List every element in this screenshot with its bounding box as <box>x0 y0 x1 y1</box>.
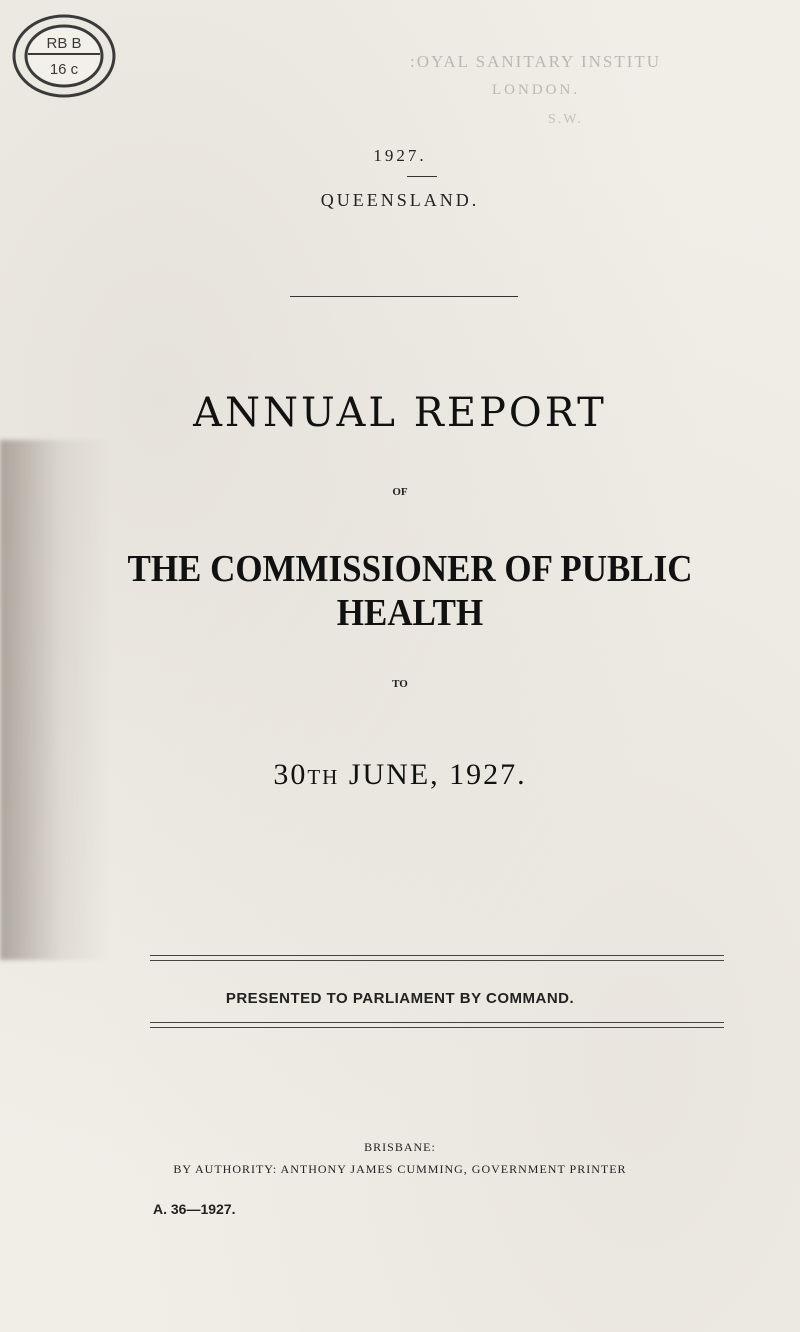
imprint-city: BRISBANE: <box>364 1140 436 1154</box>
report-subject: THE COMMISSIONER OF PUBLIC HEALTH <box>127 548 693 634</box>
library-stamp-line-1: :OYAL SANITARY INSTITU <box>410 52 662 71</box>
svg-text:RB B: RB B <box>46 35 82 52</box>
date-rest: JUNE, 1927. <box>348 758 527 791</box>
library-stamp-line-3: S.W. <box>548 112 583 127</box>
presented-statement: PRESENTED TO PARLIAMENT BY COMMAND. <box>225 990 575 1007</box>
divider-rule <box>290 296 518 297</box>
page-discoloration <box>0 440 110 960</box>
svg-text:16 c: 16 c <box>49 61 79 78</box>
state-name: QUEENSLAND. <box>320 190 480 210</box>
title-of: OF <box>392 486 408 498</box>
document-code: A. 36—1927. <box>153 1201 236 1217</box>
double-rule-top <box>150 955 724 961</box>
report-date <box>0 758 800 792</box>
library-stamp-line-2: LONDON. <box>492 82 581 98</box>
date-day: 30th <box>273 758 340 791</box>
library-stamp-seal <box>8 10 120 102</box>
title-to: TO <box>392 678 408 690</box>
double-rule-bottom <box>150 1022 724 1028</box>
imprint-authority: BY AUTHORITY: ANTHONY JAMES CUMMING, GOVERNMENT PRINTER <box>173 1162 627 1176</box>
report-year: 1927. <box>373 146 427 165</box>
report-title: ANNUAL REPORT <box>193 390 607 436</box>
year-underline <box>407 176 437 177</box>
